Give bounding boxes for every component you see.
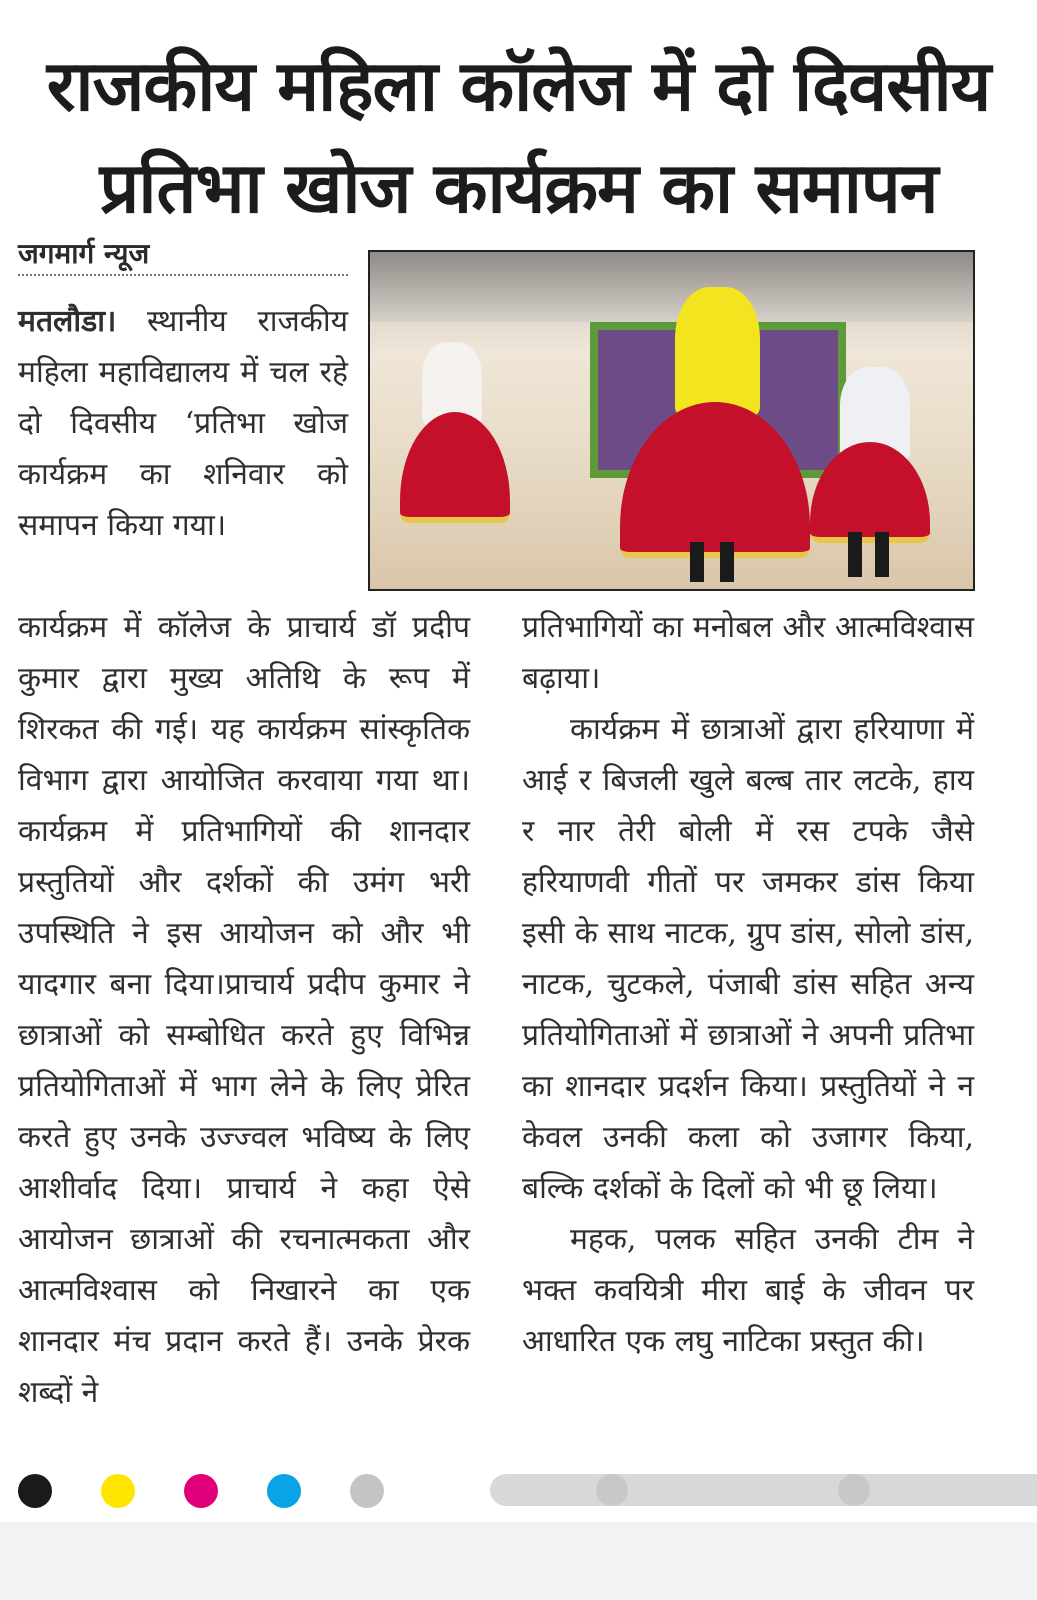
photo-leg	[720, 542, 734, 582]
registration-dot-magenta	[184, 1474, 218, 1508]
byline: जगमार्ग न्यूज	[18, 238, 348, 276]
registration-dot-gray	[350, 1474, 384, 1508]
dateline-place: मतलौडा।	[18, 304, 117, 339]
intro-paragraph	[18, 296, 348, 551]
photo-leg	[848, 532, 862, 577]
body-column-1: कार्यक्रम में कॉलेज के प्राचार्य डॉ प्रदीप कुमार द्वारा मुख्य अतिथि के रूप में शिरकत की गई। यह कार्यक्रम सांस्कृतिक विभाग द्वारा आयोजित करवाया गया था। कार्यक्रम में प्रतिभागियों की शानदार प्रस्तुतियों और दर्शकों की उमंग भरी उपस्थिति ने इस आयोजन को और भी यादगार बना दिया।प्राचार्य प्रदीप कुमार ने छात्राओं को सम्बोधित करते हुए विभिन्न प्रतियोगिताओं में भाग लेने के लिए प्रेरित करते हुए उनके उज्ज्वल भविष्य के लिए आशीर्वाद दिया। प्राचार्य ने कहा ऐसे आयोजन छात्राओं की रचनात्मकता और आत्मविश्वास को निखारने का एक शानदार मंच प्रदान करते हैं। उनके प्रेरक शब्दों ने	[18, 610, 470, 1410]
column-2-paragraph-2: कार्यक्रम में छात्राओं द्वारा हरियाणा में आई र बिजली खुले बल्ब तार लटके, हाय र नार तेरी बोली में रस टपके जैसे हरियाणवी गीतों पर जमकर डांस किया इसी के साथ नाटक, ग्रुप डांस, सोलो डांस, नाटक, चुटकले, पंजाबी डांस सहित अन्य प्रतियोगिताओं में छात्राओं ने अपनी प्रतिभा का शानदार प्रदर्शन किया। प्रस्तुतियों ने न केवल उनकी कला को उजागर किया, बल्कि दर्शकों के दिलों को भी छू लिया।	[522, 712, 974, 1206]
headline-line-1: राजकीय महिला कॉलेज में दो दिवसीय	[46, 45, 991, 127]
bar-marker	[838, 1474, 870, 1506]
registration-dot-black	[18, 1474, 52, 1508]
column-2-paragraph-3: महक, पलक सहित उनकी टीम ने भक्त कवयित्री मीरा बाई के जीवन पर आधारित एक लघु नाटिका प्रस्तुत की।	[522, 1222, 974, 1359]
column-2-paragraph-1: प्रतिभागियों का मनोबल और आत्मविश्वास बढ़ाया।	[522, 610, 974, 696]
registration-dot-yellow	[101, 1474, 135, 1508]
photo-dancer-center	[675, 287, 760, 417]
gray-bar	[490, 1474, 1037, 1506]
body-column-2	[522, 602, 974, 1367]
photo-leg	[875, 532, 889, 577]
footer-strip	[0, 1522, 1037, 1600]
bar-marker	[596, 1474, 628, 1506]
photo-leg	[690, 542, 704, 582]
registration-dot-cyan	[267, 1474, 301, 1508]
intro-text: स्थानीय राजकीय महिला महाविद्यालय में चल रहे दो दिवसीय ‘प्रतिभा खोज कार्यक्रम का शनिवार को समापन किया गया।	[18, 304, 348, 543]
dance-performance-photo	[368, 250, 975, 591]
photo-skirt-left	[400, 412, 510, 523]
photo-ceiling	[370, 252, 973, 322]
headline-line-2: प्रतिभा खोज कार्यक्रम का समापन	[99, 147, 938, 229]
